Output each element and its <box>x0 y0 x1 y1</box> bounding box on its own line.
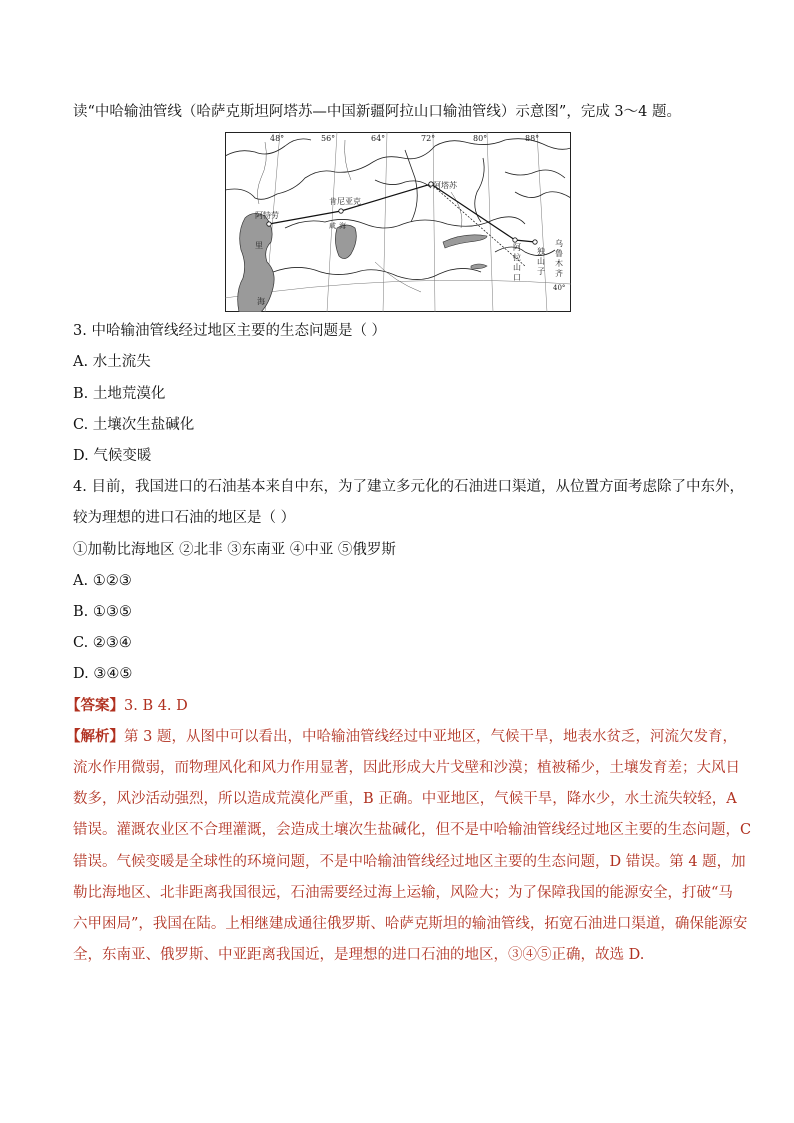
urumqi-char-1: 乌 <box>555 239 563 248</box>
caspian-label-2: 海 <box>257 297 265 306</box>
analysis-label: 【解析】 <box>66 728 124 745</box>
lon-72-label: 72° <box>421 134 436 143</box>
q4-option-c: C. ②③④ <box>73 635 132 651</box>
urumqi-char-4: 齐 <box>555 269 563 278</box>
analysis-text-1: 第 3 题，从图中可以看出，中哈输油管线经过中亚地区，气候干旱，地表水贫乏，河流欠发育， <box>124 729 737 745</box>
pipeline-map <box>225 132 571 312</box>
q3-option-d: D. 气候变暖 <box>73 448 152 464</box>
q3-option-b: B. 土地荒漠化 <box>73 386 166 402</box>
intro-text: 读“中哈输油管线（哈萨克斯坦阿塔苏—中国新疆阿拉山口输油管线）示意图”，完成 3～4 题。 <box>73 104 681 120</box>
lon-64-label: 64° <box>371 134 386 143</box>
answer-label: 【答案】 <box>66 697 124 714</box>
dushanzi-char-2: 山 <box>537 257 545 266</box>
q4-stem-line2: 较为理想的进口石油的地区是（ ） <box>73 510 296 526</box>
q4-option-b: B. ①③⑤ <box>73 604 132 620</box>
dushanzi-char-3: 子 <box>537 267 545 276</box>
q3-stem: 3. 中哈输油管线经过地区主要的生态问题是（ ） <box>73 323 387 339</box>
analysis-line-6: 勒比海地区、北非距离我国很远，石油需要经过海上运输，风险大；为了保障我国的能源安全，打破“马 <box>73 885 733 901</box>
aral-label-1: 咸 <box>329 222 336 230</box>
analysis-line-4: 错误。灌溉农业区不合理灌溉，会造成土壤次生盐碱化，但不是中哈输油管线经过地区主要的生态问题，C <box>73 822 752 838</box>
q4-option-a: A. ①②③ <box>73 573 132 589</box>
lon-48-label: 48° <box>270 134 285 143</box>
alashankou-char-1: 阿 <box>513 243 521 252</box>
q4-items: ①加勒比海地区 ②北非 ③东南亚 ④中亚 ⑤俄罗斯 <box>73 542 396 558</box>
atyrau-label: 阿特劳 <box>255 211 279 220</box>
alashankou-char-4: 口 <box>513 273 521 282</box>
q4-stem-line1: 4. 目前，我国进口的石油基本来自中东，为了建立多元化的石油进口渠道，从位置方面考虑除了中东外， <box>73 479 744 495</box>
analysis-line-5: 错误。气候变暖是全球性的环境问题，不是中哈输油管线经过地区主要的生态问题，D 错误。第 4 题，加 <box>73 854 746 870</box>
kenkiyak-label: 肯尼亚克 <box>329 197 361 206</box>
aral-label-2: 海 <box>339 222 346 230</box>
lon-80-label: 80° <box>473 134 488 143</box>
pipeline-map-svg <box>225 132 571 312</box>
analysis-line-7: 六甲困局”，我国在陆。上相继建成通往俄罗斯、哈萨克斯坦的输油管线，拓宽石油进口渠道，确保能源安 <box>73 916 748 932</box>
analysis-line-2: 流水作用微弱，而物理风化和风力作用显著，因此形成大片戈壁和沙漠；植被稀少，土壤发育差；大风日 <box>73 760 740 776</box>
q3-option-a: A. 水土流失 <box>73 354 151 370</box>
lon-88-label: 88° <box>525 134 540 143</box>
urumqi-char-3: 木 <box>555 259 563 268</box>
analysis-line-8: 全，东南亚、俄罗斯、中亚距离我国近，是理想的进口石油的地区，③④⑤正确，故选 D. <box>73 947 645 963</box>
alashankou-char-3: 山 <box>513 263 521 272</box>
analysis-line-1 <box>66 727 737 747</box>
analysis-line-3: 数多，风沙活动强烈，所以造成荒漠化严重，B 正确。中亚地区，气候干旱，降水少，水土流失较轻，A <box>73 791 737 807</box>
lat-40-label: 40° <box>553 284 566 292</box>
atasu-label: 阿塔苏 <box>433 181 457 190</box>
caspian-label-1: 里 <box>255 241 263 250</box>
dushanzi-char-1: 独 <box>537 247 545 256</box>
answer-text: 3. B 4. D <box>124 698 188 714</box>
answer-line <box>66 696 188 716</box>
urumqi-char-2: 鲁 <box>555 249 563 258</box>
alashankou-char-2: 拉 <box>513 253 521 262</box>
lon-56-label: 56° <box>321 134 336 143</box>
q4-option-d: D. ③④⑤ <box>73 666 133 682</box>
q3-option-c: C. 土壤次生盐碱化 <box>73 417 195 433</box>
